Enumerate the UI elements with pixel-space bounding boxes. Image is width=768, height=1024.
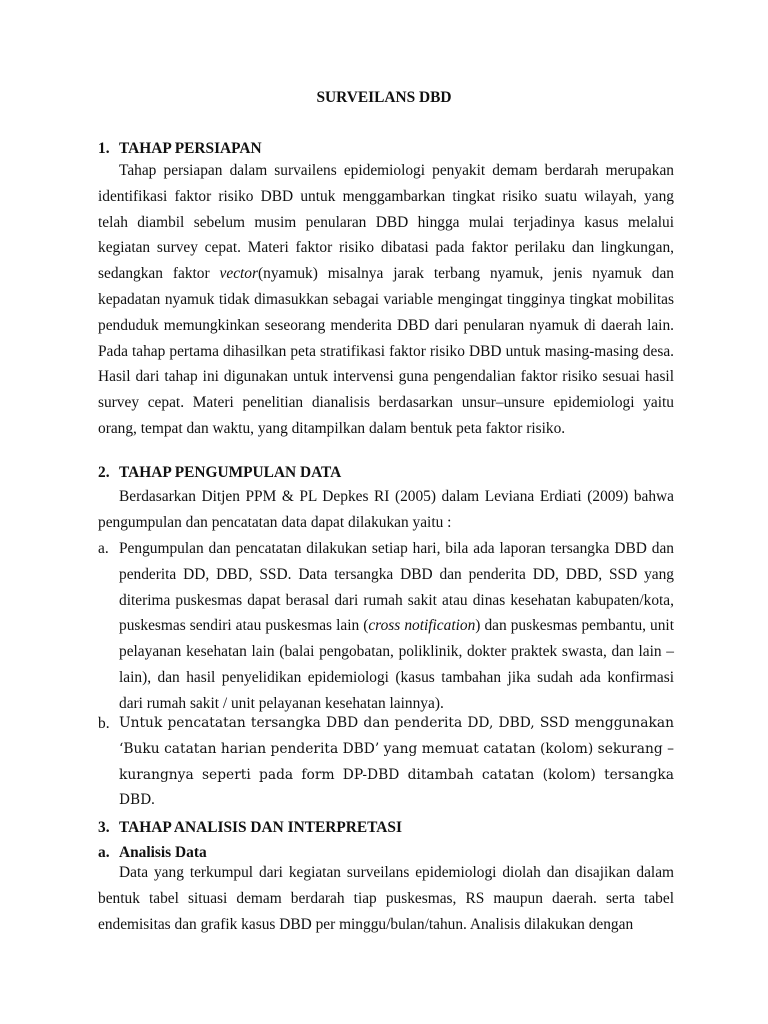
list-item-a-text — [119, 536, 674, 717]
page-title: SURVEILANS DBD — [316, 89, 452, 106]
section-3-text: Data yang terkumpul dari kegiatan surveilans epidemiologi diolah dan disajikan dalam bentuk tabel situasi demam berdarah tiap puskesmas, RS maupun daerah. serta tabel endemisitas dan grafik kasus DBD per minggu/bulan/tahun. Analisis dilakukan dengan — [98, 864, 674, 933]
section-1-text-a: Tahap persiapan dalam survailens epidemiologi penyakit demam berdarah merupakan identifikasi faktor risiko DBD untuk menggambarkan tingkat risiko suatu wilayah, yang telah diambil sebelum musim penularan DBD hingga mulai terjadinya kasus melalui kegiatan survey cepat. Materi faktor risiko dibatasi pada faktor perilaku dan lingkungan, sedangkan faktor — [98, 162, 674, 283]
section-3-number: 3. — [98, 819, 110, 836]
list-item-a-text-after: ) dan puskesmas pembantu, unit pelayanan kesehatan lain (balai pengobatan, poliklinik, dokter praktek swasta, dan lain – lain), dan hasil penyelidikan epidemiologi (kasus tambahan jika sudah ada konfirmasi dari rumah sakit / unit pelayanan kesehatan lainnya). — [119, 617, 674, 712]
section-1-title: TAHAP PERSIAPAN — [119, 140, 262, 157]
list-item-a-italic: cross notification — [368, 617, 476, 635]
list-item-b-marker: b. — [98, 715, 110, 732]
subsection-3a-title: Analisis Data — [119, 844, 207, 861]
section-3-title: TAHAP ANALISIS DAN INTERPRETASI — [119, 819, 402, 836]
section-1-italic-term: vector — [219, 265, 258, 283]
list-item-a — [98, 536, 674, 717]
section-1-text-b: (nyamuk) misalnya jarak terbang nyamuk, jenis nyamuk dan kepadatan nyamuk tidak dimasukkan sebagai variable mengingat tingginya tingkat mobilitas penduduk memungkinkan seseorang menderita DBD dari penularan nyamuk di daerah lain. Pada tahap pertama dihasilkan peta stratifikasi faktor risiko DBD untuk masing-masing desa. Hasil dari tahap ini digunakan untuk intervensi guna pengendalian faktor risiko sesuai hasil survey cepat. Materi penelitian dianalisis berdasarkan unsur–unsure epidemiologi yaitu orang, tempat dan waktu, yang ditampilkan dalam bentuk peta faktor risiko. — [98, 265, 674, 437]
subsection-3a-marker: a. — [98, 844, 110, 861]
section-2-heading — [98, 463, 341, 483]
section-2-intro — [98, 484, 674, 536]
section-3-paragraph — [98, 860, 674, 937]
section-2-intro-text: Berdasarkan Ditjen PPM & PL Depkes RI (2005) dalam Leviana Erdiati (2009) bahwa pengumpulan dan pencatatan data dapat dilakukan yaitu : — [98, 488, 674, 531]
section-1-heading — [98, 139, 262, 159]
section-2-number: 2. — [98, 464, 110, 481]
list-item-a-text-before: Pengumpulan dan pencatatan dilakukan setiap hari, bila ada laporan tersangka DBD dan penderita DD, DBD, SSD. Data tersangka DBD dan penderita DD, DBD, SSD yang diterima puskesmas dapat berasal dari rumah sakit atau dinas kesehatan kabupaten/kota, puskesmas sendiri atau puskesmas lain ( — [119, 540, 674, 635]
section-2-title: TAHAP PENGUMPULAN DATA — [119, 464, 342, 481]
list-item-b-text: Untuk pencatatan tersangka DBD dan penderita DD, DBD, SSD menggunakan ‘Buku catatan harian penderita DBD’ yang memuat catatan (kolom) sekurang – kurangnya seperti pada form DP-DBD ditambah catatan (kolom) tersangka DBD. — [119, 715, 674, 809]
section-1-number: 1. — [98, 140, 110, 157]
section-3-heading — [98, 818, 402, 838]
list-item-b — [98, 711, 674, 814]
list-item-a-marker: a. — [98, 540, 109, 557]
section-1-paragraph — [98, 158, 674, 442]
